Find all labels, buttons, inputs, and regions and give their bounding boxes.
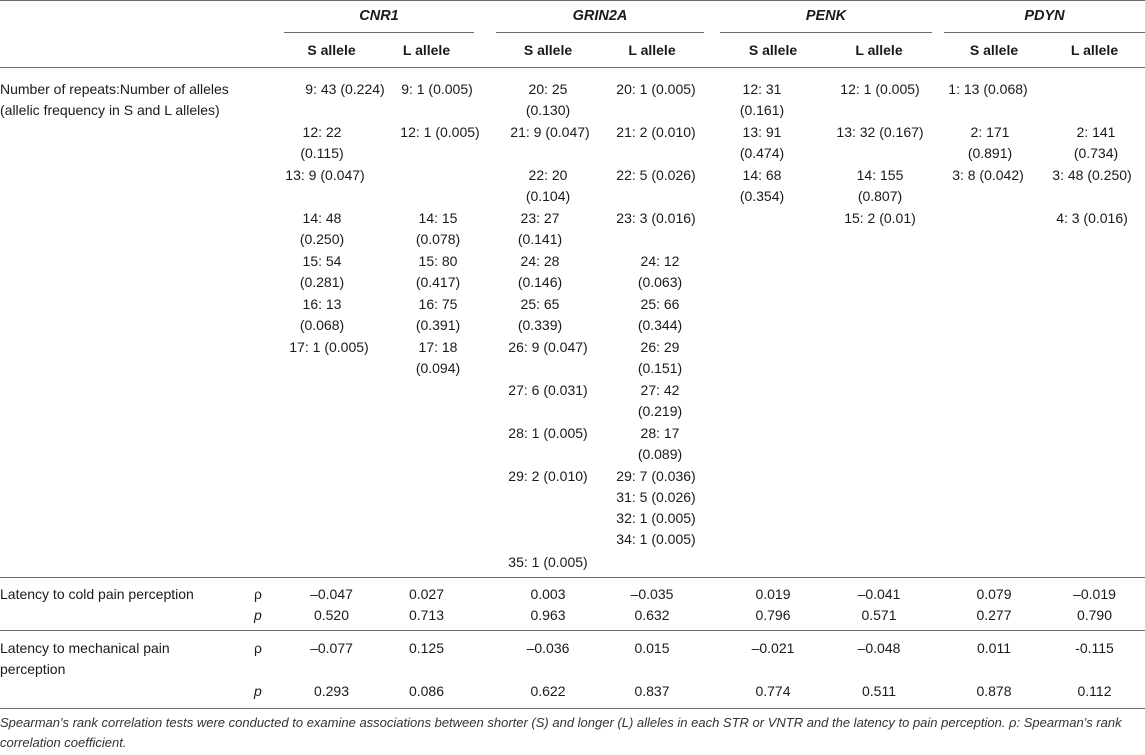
cold-rule [0, 630, 1145, 631]
mech-rho-pdyn-s: 0.011 [977, 640, 1011, 656]
cell-grin2a-l-34: 34: 1 (0.005) [616, 531, 696, 547]
cold-rho-cnr1-l: 0.027 [408, 586, 445, 602]
cell-cnr1-l-15: 15: 80 (0.417) [415, 253, 461, 290]
cell-grin2a-l-22: 22: 5 (0.026) [616, 167, 696, 183]
cell-grin2a-l-26: 26: 29 (0.151) [637, 339, 683, 376]
repeats-rule [0, 577, 1145, 578]
allele-header-pdyn-s: S allele [969, 42, 1019, 58]
mechanical-rho-symbol: ρ [254, 640, 262, 656]
mech-p-pdyn-s: 0.878 [976, 683, 1012, 699]
cell-grin2a-l-21: 21: 2 (0.010) [616, 124, 696, 140]
allele-header-pdyn-l: L allele [1070, 42, 1119, 58]
cell-cnr1-s-16: 16: 13 (0.068) [299, 296, 345, 333]
cell-grin2a-l-24: 24: 12 (0.063) [637, 253, 683, 290]
cell-grin2a-l-31: 31: 5 (0.026) [616, 489, 696, 505]
cell-cnr1-l-12: 12: 1 (0.005) [400, 124, 480, 140]
cell-cnr1-s-13: 13: 9 (0.047) [285, 167, 365, 183]
cell-grin2a-l-23: 23: 3 (0.016) [616, 210, 696, 226]
cold-rho-symbol: ρ [254, 586, 262, 602]
cell-penk-l-15: 15: 2 (0.01) [844, 210, 916, 226]
cell-grin2a-l-28: 28: 17 (0.089) [637, 425, 683, 462]
cell-grin2a-s-27: 27: 6 (0.031) [508, 382, 588, 398]
cell-grin2a-l-25: 25: 66 (0.344) [637, 296, 683, 333]
cell-pdyn-l-2: 2: 141 (0.734) [1073, 124, 1119, 161]
mech-rho-grin2a-l: 0.015 [634, 640, 670, 656]
cell-grin2a-s-20: 20: 25 (0.130) [525, 81, 571, 118]
cell-grin2a-s-22: 22: 20 (0.104) [525, 167, 571, 204]
cold-rho-cnr1-s: –0.047 [310, 586, 353, 602]
pdyn-underline [944, 32, 1145, 33]
gene-header-grin2a: GRIN2A [572, 8, 628, 24]
mech-p-cnr1-s: 0.293 [313, 683, 350, 699]
mech-rho-cnr1-s: –0.077 [310, 640, 353, 656]
cell-penk-l-12: 12: 1 (0.005) [840, 81, 920, 97]
cold-p-symbol: p [254, 607, 262, 623]
table-footnote: Spearman's rank correlation tests were conducted to examine associations between shorter (S) and longer (L) alleles in each STR or VNTR and the latency to pain perception. ρ: Spearman's rank correlation coefficient. [0, 715, 1122, 750]
cell-cnr1-l-9: 9: 1 (0.005) [401, 81, 473, 97]
top-rule [0, 0, 1145, 1]
mechanical-p-symbol: p [254, 683, 262, 699]
cell-grin2a-l-32: 32: 1 (0.005) [616, 510, 696, 526]
cell-penk-l-13: 13: 32 (0.167) [836, 124, 924, 140]
cold-p-pdyn-l: 0.790 [1076, 607, 1113, 623]
cold-rho-grin2a-l: –0.035 [630, 586, 674, 602]
cell-cnr1-s-14: 14: 48 (0.250) [299, 210, 345, 247]
header-rule [0, 67, 1145, 68]
cell-pdyn-s-1: 1: 13 (0.068) [948, 81, 1028, 97]
mech-rho-pdyn-l: -0.115 [1075, 640, 1114, 656]
cell-cnr1-s-12: 12: 22 (0.115) [300, 124, 344, 161]
allele-header-grin2a-s: S allele [523, 42, 573, 58]
mech-p-grin2a-l: 0.837 [634, 683, 670, 699]
cold-p-penk-l: 0.571 [861, 607, 897, 623]
cold-rho-penk-l: –0.041 [857, 586, 901, 602]
cell-pdyn-l-4: 4: 3 (0.016) [1056, 210, 1128, 226]
penk-underline [720, 32, 932, 33]
cold-row-label: Latency to cold pain perception [0, 586, 194, 602]
cell-cnr1-s-15: 15: 54 (0.281) [299, 253, 345, 290]
cell-cnr1-l-16: 16: 75 (0.391) [415, 296, 461, 333]
mechanical-rule [0, 708, 1145, 709]
allele-header-cnr1-l: L allele [402, 42, 451, 58]
mech-p-pdyn-l: 0.112 [1077, 683, 1112, 699]
gene-header-pdyn: PDYN [1024, 8, 1065, 24]
mechanical-row-label: Latency to mechanical pain perception [0, 640, 170, 677]
cell-cnr1-s-9: 9: 43 (0.224) [305, 81, 385, 97]
cold-rho-pdyn-l: –0.019 [1073, 586, 1116, 602]
cnr1-underline [284, 32, 474, 33]
cell-cnr1-l-17: 17: 18 (0.094) [415, 339, 461, 376]
cell-cnr1-s-17: 17: 1 (0.005) [289, 339, 369, 355]
cell-grin2a-s-35: 35: 1 (0.005) [508, 554, 588, 570]
cold-p-pdyn-s: 0.277 [976, 607, 1012, 623]
repeats-row-label: Number of repeats:Number of alleles (allelic frequency in S and L alleles) [0, 81, 229, 118]
cell-pdyn-s-2: 2: 171 (0.891) [967, 124, 1013, 161]
cold-p-cnr1-l: 0.713 [408, 607, 445, 623]
cell-grin2a-s-23: 23: 27 (0.141) [517, 210, 563, 247]
allele-header-cnr1-s: S allele [307, 42, 356, 58]
cold-p-penk-s: 0.796 [755, 607, 791, 623]
gene-header-penk: PENK [805, 8, 847, 24]
cell-pdyn-l-3: 3: 48 (0.250) [1052, 167, 1132, 183]
mech-p-penk-s: 0.774 [755, 683, 791, 699]
cold-rho-penk-s: 0.019 [755, 586, 791, 602]
cell-grin2a-l-20: 20: 1 (0.005) [616, 81, 696, 97]
cell-penk-s-13: 13: 91 (0.474) [739, 124, 785, 161]
cell-grin2a-s-26: 26: 9 (0.047) [508, 339, 588, 355]
cell-grin2a-s-25: 25: 65 (0.339) [517, 296, 563, 333]
cell-grin2a-l-29: 29: 7 (0.036) [616, 468, 696, 484]
mech-rho-penk-l: –0.048 [857, 640, 901, 656]
mech-p-cnr1-l: 0.086 [408, 683, 445, 699]
cell-grin2a-s-24: 24: 28 (0.146) [517, 253, 563, 290]
cell-pdyn-s-3: 3: 8 (0.042) [952, 167, 1024, 183]
cell-penk-s-12: 12: 31 (0.161) [739, 81, 785, 118]
cell-cnr1-l-14: 14: 15 (0.078) [415, 210, 461, 247]
cold-p-cnr1-s: 0.520 [313, 607, 350, 623]
allele-header-penk-l: L allele [855, 42, 903, 58]
cell-penk-s-14: 14: 68 (0.354) [739, 167, 785, 204]
mech-rho-cnr1-l: 0.125 [408, 640, 445, 656]
mech-p-grin2a-s: 0.622 [530, 683, 566, 699]
cell-grin2a-s-21: 21: 9 (0.047) [510, 124, 590, 140]
cell-grin2a-s-28: 28: 1 (0.005) [508, 425, 588, 441]
grin2a-underline [496, 32, 704, 33]
mech-p-penk-l: 0.511 [862, 683, 896, 699]
cold-rho-grin2a-s: 0.003 [530, 586, 566, 602]
cold-p-grin2a-l: 0.632 [634, 607, 670, 623]
allele-header-grin2a-l: L allele [628, 42, 676, 58]
cell-grin2a-s-29: 29: 2 (0.010) [508, 468, 588, 484]
cell-penk-l-14: 14: 155 (0.807) [856, 167, 904, 204]
mech-rho-grin2a-s: –0.036 [526, 640, 570, 656]
cold-p-grin2a-s: 0.963 [530, 607, 566, 623]
cold-rho-pdyn-s: 0.079 [976, 586, 1012, 602]
gene-header-cnr1: CNR1 [359, 8, 399, 24]
allele-header-penk-s: S allele [748, 42, 798, 58]
mech-rho-penk-s: –0.021 [751, 640, 795, 656]
cell-grin2a-l-27: 27: 42 (0.219) [637, 382, 683, 419]
